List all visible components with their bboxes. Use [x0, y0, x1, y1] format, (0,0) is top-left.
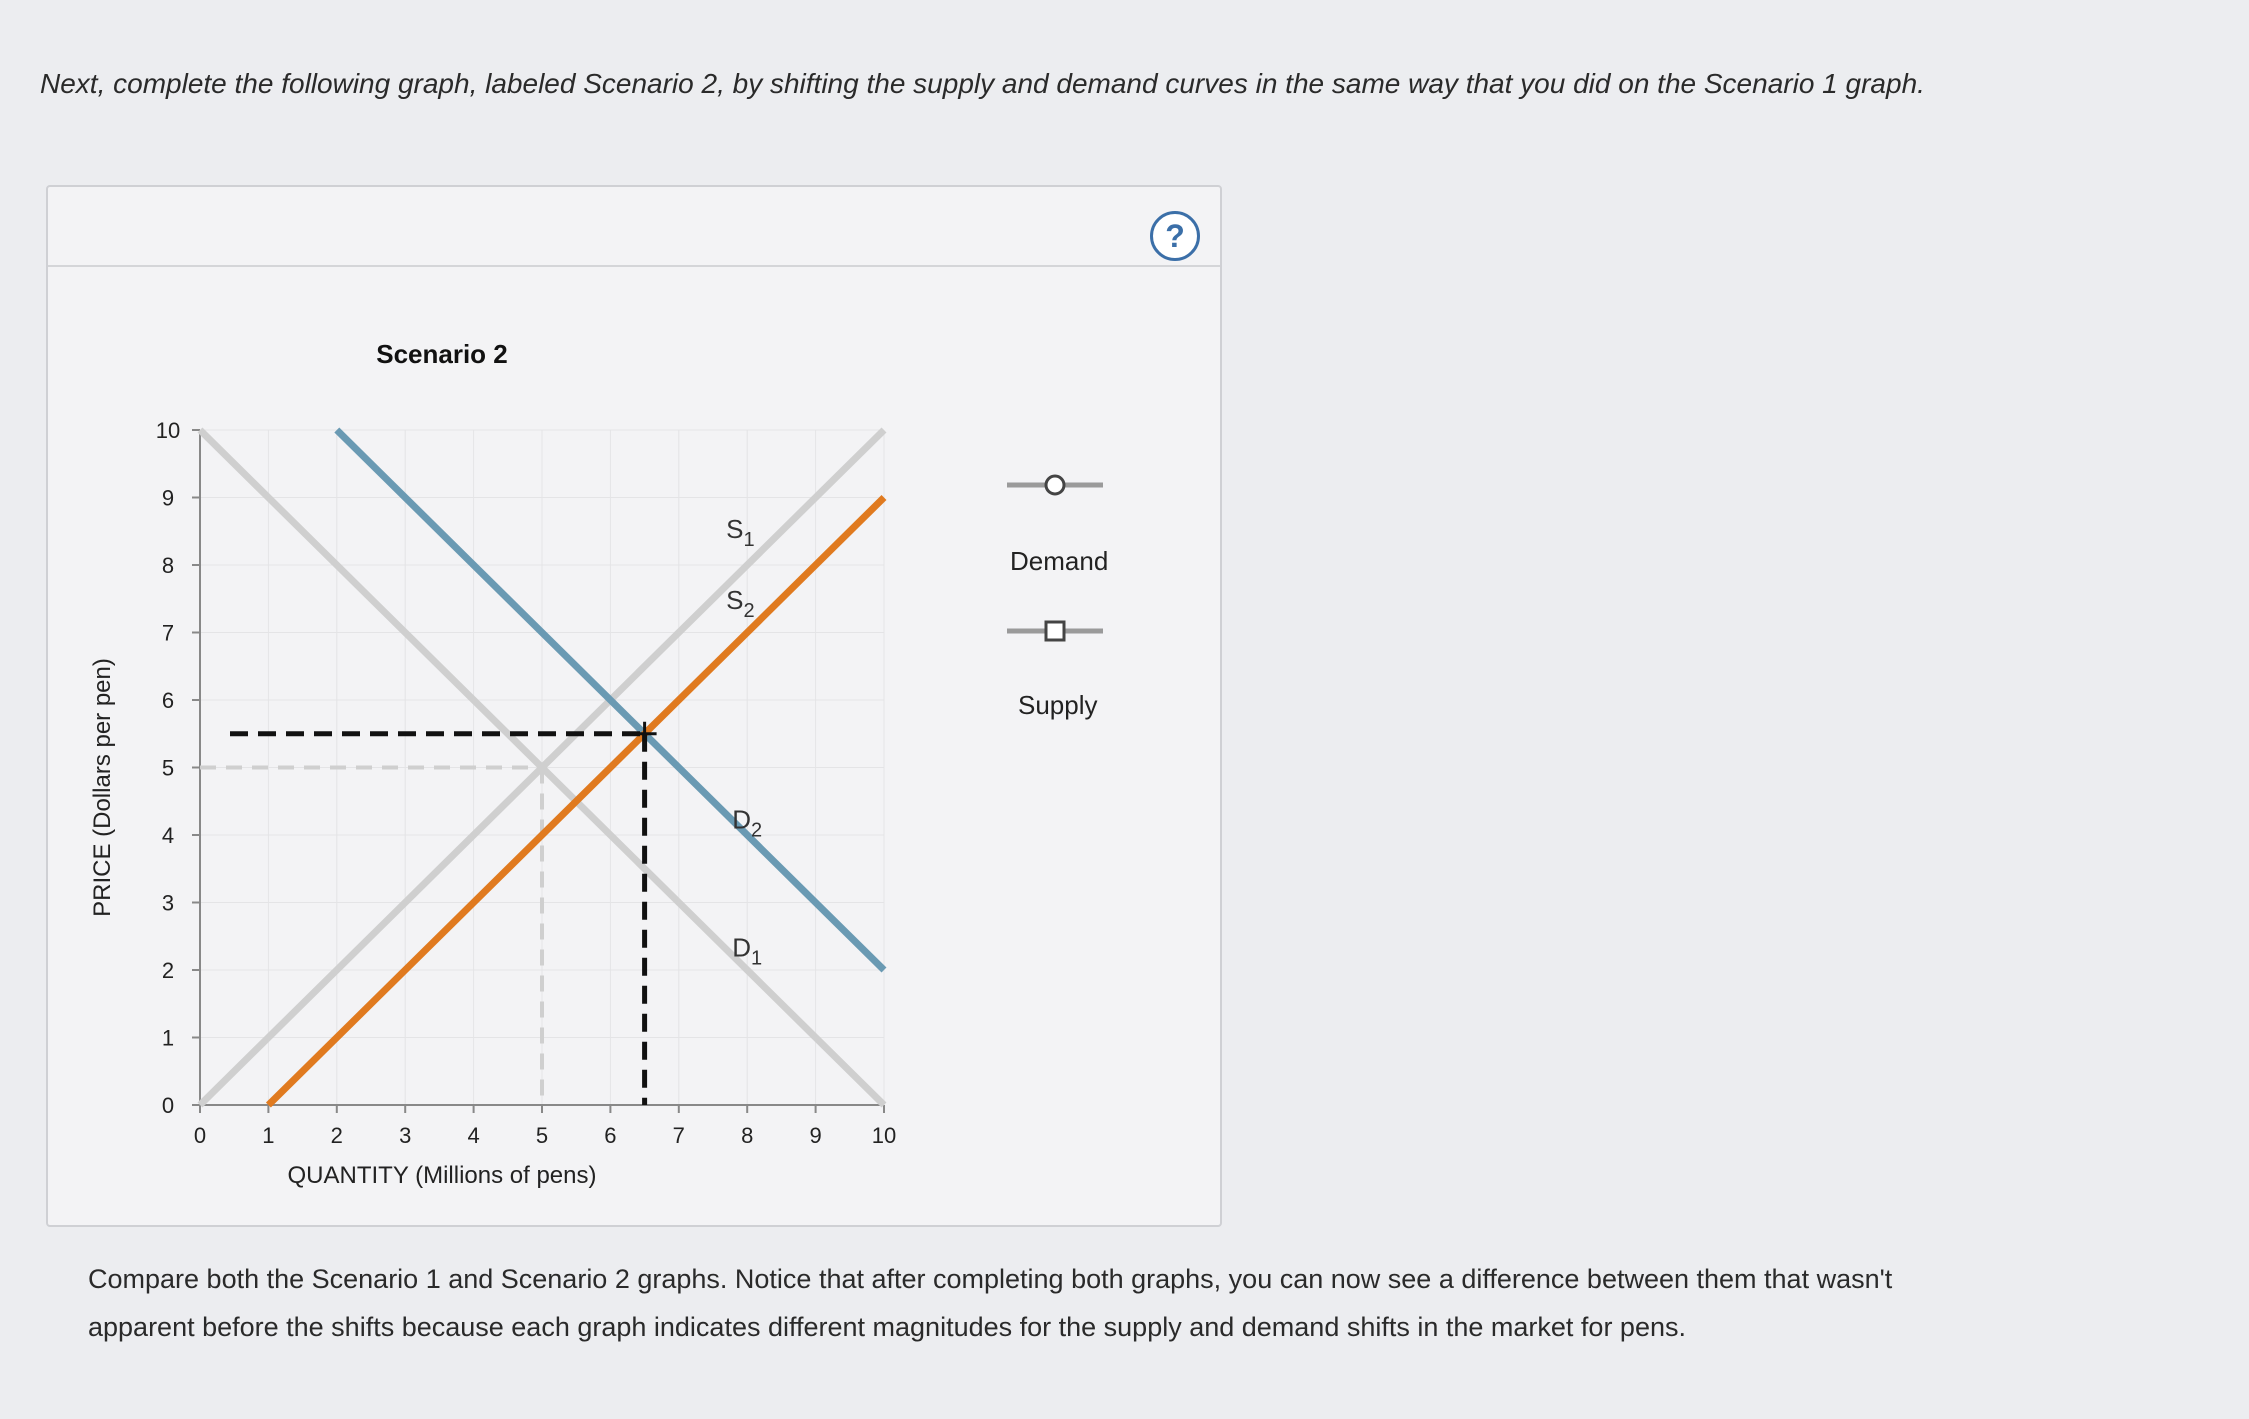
x-tick-label: 5: [535, 1123, 549, 1148]
x-tick-label: 10: [871, 1123, 897, 1148]
x-tick-label: 4: [467, 1123, 480, 1148]
compare-text: Compare both the Scenario 1 and Scenario 2 graphs. Notice that after completing both graphs, you can now see a difference between them that wasn't apparent before the shifts because each graph indicates different magnitudes for the supply and demand shifts in the market for pens.: [88, 1264, 1893, 1342]
x-tick-label: 0: [193, 1123, 207, 1148]
curve-label-s1: $S_1$: [726, 514, 755, 551]
demand-tool[interactable]: [1005, 470, 1105, 500]
x-tick-label: 2: [330, 1123, 343, 1148]
y-tick-label: 0: [161, 1093, 175, 1118]
y-tick-label: 6: [161, 688, 175, 713]
square-marker-icon: [1005, 616, 1105, 646]
y-tick-label: 1: [161, 1025, 175, 1051]
y-axis-label: PRICE (Dollars per pen): [89, 658, 116, 917]
question-mark-icon[interactable]: ?: [1150, 211, 1200, 261]
x-tick-label: 6: [604, 1123, 617, 1148]
y-tick-label: 9: [161, 485, 175, 511]
circle-marker-icon: [1005, 470, 1105, 500]
demand-legend-label: Demand: [1010, 546, 1109, 576]
curve-label-d2: $D_2$: [732, 804, 763, 842]
y-tick-label: 10: [155, 418, 181, 443]
y-tick-label: 7: [161, 620, 175, 646]
y-tick-label: 8: [161, 553, 175, 578]
y-tick-label: 3: [161, 890, 175, 916]
y-tick-label: 5: [161, 755, 175, 781]
curve-label-s2: $S_2$: [726, 584, 755, 622]
supply-tool[interactable]: [1005, 616, 1105, 646]
instructions-text: Next, complete the following graph, labeled Scenario 2, by shifting the supply and demand curves in the same way that you did on the Scenario 1 graph.: [40, 68, 1925, 99]
y-tick-label: 4: [161, 823, 175, 848]
x-tick-label: 3: [399, 1123, 412, 1148]
x-tick-label: 8: [741, 1123, 754, 1148]
x-axis-label: QUANTITY (Millions of pens): [287, 1162, 597, 1189]
chart-title: Scenario 2: [376, 339, 508, 369]
y-tick-label: 2: [161, 958, 175, 983]
curve-label-d1: $D_1$: [732, 932, 763, 970]
supply-legend-label: Supply: [1018, 690, 1098, 720]
x-tick-label: 1: [262, 1123, 275, 1148]
x-tick-label: 7: [672, 1123, 685, 1148]
x-tick-label: 9: [809, 1123, 822, 1148]
